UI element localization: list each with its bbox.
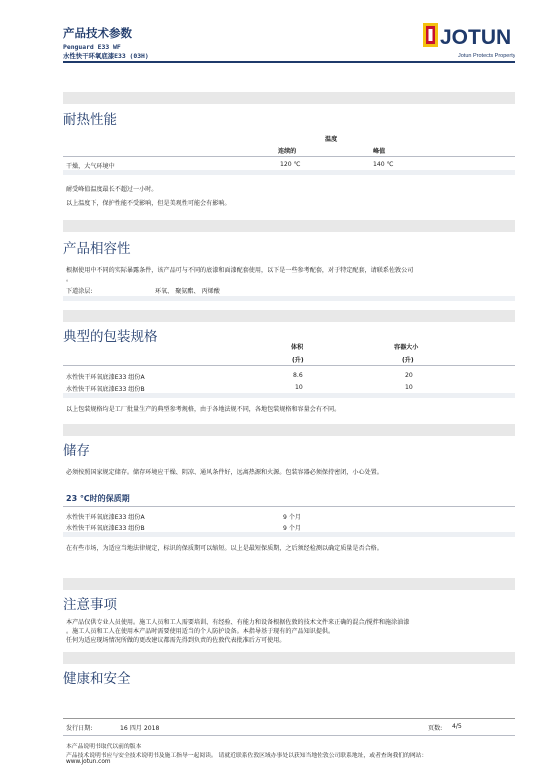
heat-col-peak: 峰值: [373, 148, 386, 155]
pack-col-size-unit: (升): [402, 357, 414, 364]
caution-line-3: 任何为适应现场情况所做的更改建议都需先得到负责的佐敦代表批准后方可使用。: [66, 637, 286, 644]
logo-tagline: Jotun Protects Property: [458, 53, 515, 59]
footer-line-2: 产品技术说明书应与安全技术说明书及施工指导一起阅读。 请就近联系佐敦区域办事处以获知当地佐敦公司联系地址，或者查询我们的网站：: [66, 753, 428, 759]
caution-line-1: 本产品仅供专业人员使用。施工人员和工人需要培训、有经验、有能力和设备根据佐敦的技术文件来正确的混合/搅拌和施涂油漆: [66, 619, 410, 626]
pack-row-volume: 10: [295, 384, 303, 391]
section-title-pack: 典型的包装规格: [63, 329, 158, 345]
footer-rule: [63, 718, 515, 719]
pack-col-size: 容器大小: [394, 344, 419, 351]
pack-row-name: 水性快干环氧底漆E33 组份B: [66, 386, 145, 393]
header-rule: [63, 61, 515, 63]
storage-paragraph: 必须按照国家规定储存。储存环境应干燥、阴凉、通风条件好，远离热源和火源。包装容器必须保持密闭，小心处置。: [66, 469, 383, 476]
section-band: [63, 424, 515, 436]
section-title-caution: 注意事项: [63, 597, 117, 613]
storage-note: 在有些市场，为适应当地法律规定，标识的保质期可以缩短。以上是最短保质期，之后须经检测以确定质量是否合格。: [66, 545, 383, 552]
heat-col-continuous: 连续的: [278, 148, 297, 155]
compat-paragraph: 根据使用中不同的实际暴露条件，该产品可与不同的底漆和面漆配套使用，以下是一些参考配套，对于特定配套，请联系佐敦公司: [66, 267, 414, 274]
section-band: [63, 92, 515, 104]
heat-row-label: 干燥，大气环境中: [66, 163, 115, 170]
shelf-table-rule: [63, 506, 515, 507]
heat-note-2: 以上温度下，保护性能不受影响，但是美观性可能会有影响。: [66, 200, 231, 207]
logo-text: JOTUN: [440, 26, 512, 49]
section-band: [63, 652, 515, 664]
document-title: 产品技术参数: [63, 26, 132, 40]
pack-col-volume: 体积: [291, 344, 304, 351]
compat-value: 环氧、 聚氨酯、 丙烯酸: [155, 288, 220, 295]
pack-table-rule: [63, 365, 515, 366]
shelf-table-band: [63, 532, 515, 537]
product-name-cn: 水性快干环氧底漆E33 (03H): [63, 52, 149, 60]
compat-label: 下道涂层:: [66, 288, 93, 295]
shelf-row-name: 水性快干环氧底漆E33 组份B: [66, 525, 145, 532]
shelf-row-value: 9 个月: [283, 514, 302, 521]
compat-paragraph-tail: 。: [66, 276, 73, 283]
section-title-compat: 产品相容性: [63, 241, 131, 257]
footer-inner-rule: [63, 735, 515, 736]
pack-row-size: 20: [405, 372, 413, 379]
pack-row-volume: 8.6: [293, 372, 303, 379]
footer-line-1: 本产品说明书取代以前的版本: [66, 744, 142, 750]
heat-table-rule: [63, 156, 515, 157]
pack-row-size: 10: [405, 384, 413, 391]
shelf-life-title: 23 ℃时的保质期: [66, 494, 130, 503]
compat-band: [63, 296, 515, 301]
section-band: [63, 310, 515, 322]
footer-issued-date: 16 四月 2018: [120, 725, 160, 732]
footer-issued-label: 发行日期:: [66, 725, 93, 732]
pack-row-name: 水性快干环氧底漆E33 组份A: [66, 374, 145, 381]
section-band: [63, 220, 515, 232]
pack-col-volume-unit: (升): [292, 357, 304, 364]
heat-table-band: [63, 170, 515, 175]
footer-page-label: 页数:: [428, 725, 443, 732]
jotun-logo: [423, 23, 515, 60]
heat-note-1: 耐受峰值温度最长不超过一小时。: [66, 186, 158, 193]
pack-table-band: [63, 393, 515, 398]
section-band: [63, 578, 515, 590]
heat-col-group: 温度: [325, 136, 338, 143]
caution-line-2: 。施工人员和工人在使用本产品时需要使用适当的个人防护设备。本指导基于现有的产品知识提供。: [66, 628, 335, 635]
section-title-heat: 耐热性能: [63, 112, 117, 128]
product-name: Penguard E33 WF: [63, 43, 121, 51]
pack-note: 以上包装规格均是工厂批量生产的典型参考规格，由于各地法规不同，各地包装规格和容量会有不同。: [66, 406, 341, 413]
footer-page-value: 4/5: [452, 723, 462, 730]
shelf-row-value: 9 个月: [283, 525, 302, 532]
heat-row-continuous: 120 ℃: [280, 161, 301, 168]
footer-website-link[interactable]: www.jotun.com: [66, 759, 111, 765]
heat-row-peak: 140 ℃: [373, 161, 394, 168]
shelf-row-name: 水性快干环氧底漆E33 组份A: [66, 514, 145, 521]
section-title-health: 健康和安全: [63, 671, 131, 687]
section-title-storage: 储存: [63, 443, 90, 459]
